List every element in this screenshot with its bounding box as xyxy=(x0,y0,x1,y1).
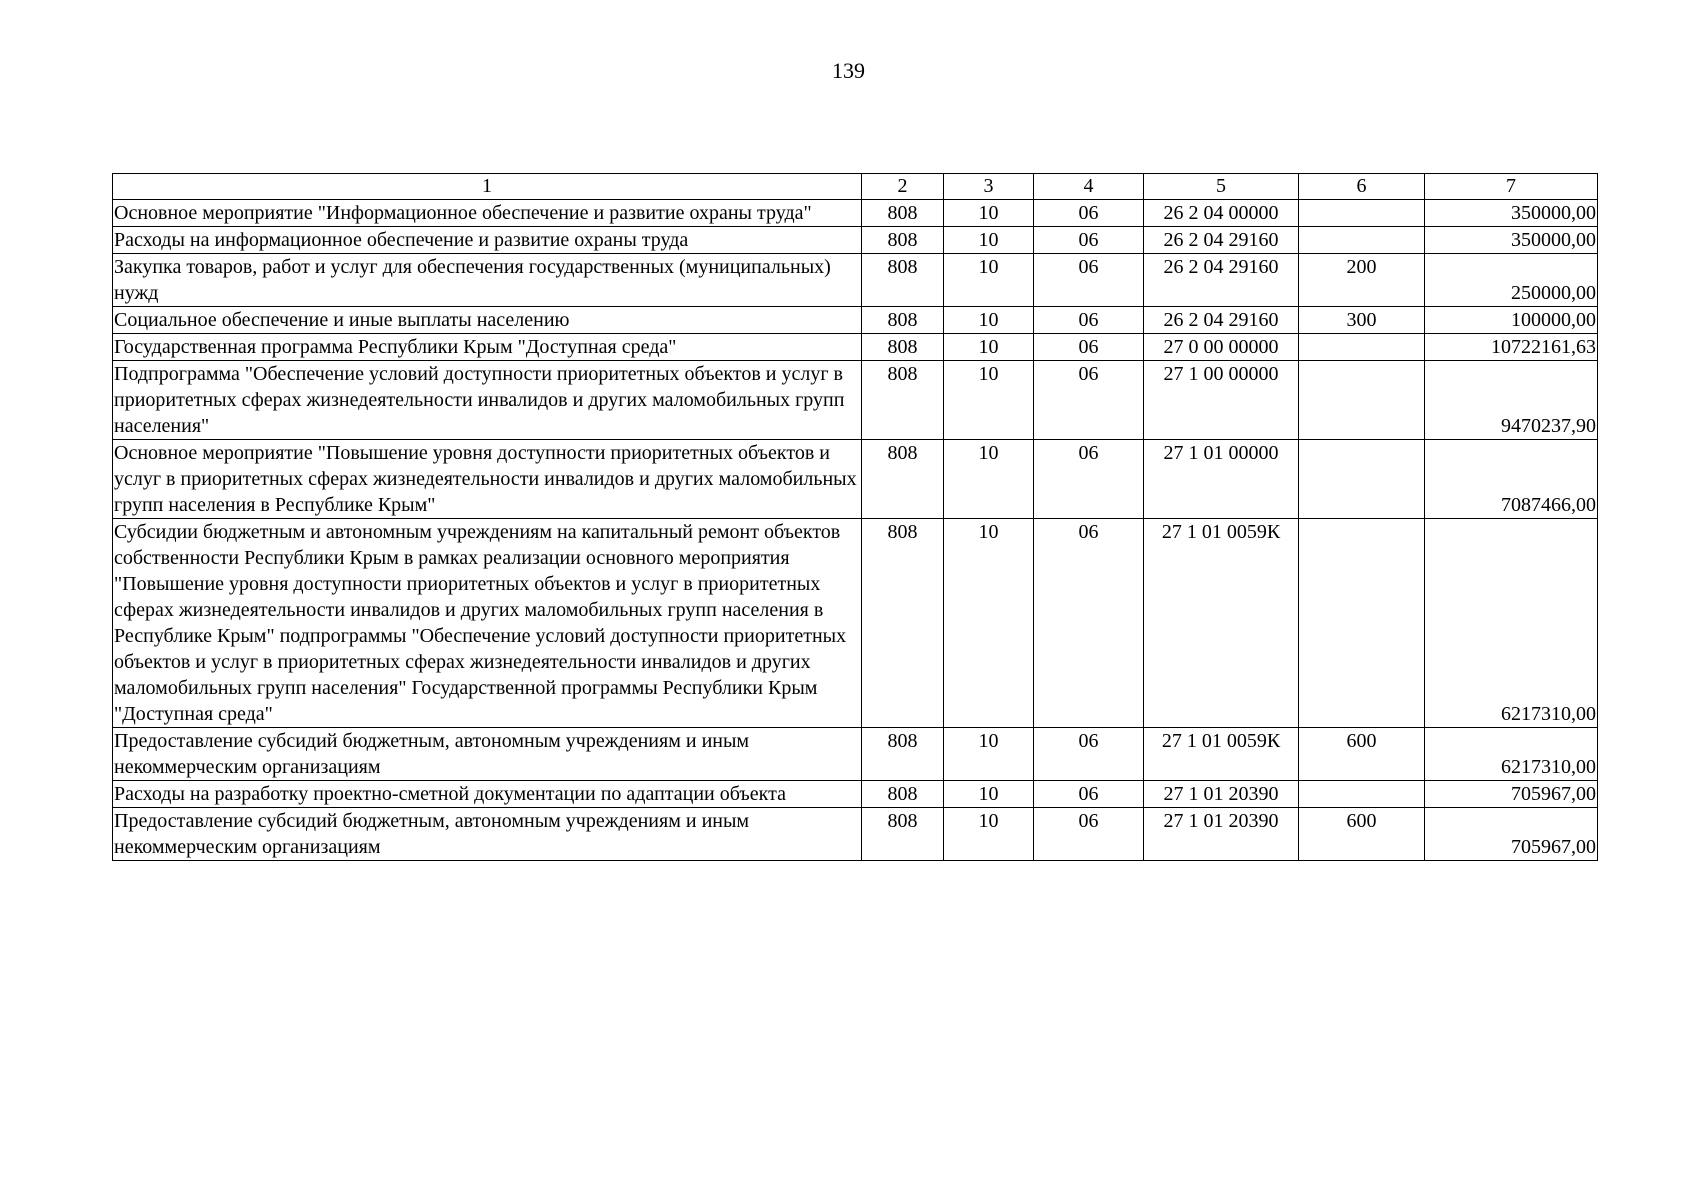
table-row xyxy=(113,728,1598,781)
page-number: 139 xyxy=(832,58,865,83)
row-ministry-cell: 808 xyxy=(862,227,944,254)
header-col-2: 2 xyxy=(862,174,944,200)
row-amount-cell: 705967,00 xyxy=(1425,808,1598,861)
table-row xyxy=(113,227,1598,254)
row-section-cell: 10 xyxy=(944,519,1034,728)
row-name-cell: Предоставление субсидий бюджетным, автономным учреждениям и иным некоммерческим организациям xyxy=(113,728,862,781)
row-name-cell: Субсидии бюджетным и автономным учреждениям на капитальный ремонт объектов собственности Республики Крым в рамках реализации основного мероприятия "Повышение уровня доступности приоритетных объектов и услуг в приоритетных сферах жизнедеятельности инвалидов и других маломобильных групп населения в Республике Крым" подпрограммы "Обеспечение условий доступности приоритетных объектов и услуг в приоритетных сферах жизнедеятельности инвалидов и других маломобильных групп населения" Государственной программы Республики Крым "Доступная среда" xyxy=(113,519,862,728)
row-amount-cell: 705967,00 xyxy=(1425,781,1598,808)
row-ministry-cell: 808 xyxy=(862,519,944,728)
table-header-row xyxy=(113,174,1598,200)
row-expense-type-cell xyxy=(1299,440,1425,519)
row-expense-type-cell xyxy=(1299,781,1425,808)
header-col-6: 6 xyxy=(1299,174,1425,200)
header-col-7: 7 xyxy=(1425,174,1598,200)
row-target-article-cell: 27 0 00 00000 xyxy=(1144,334,1299,361)
table-row xyxy=(113,334,1598,361)
header-col-1: 1 xyxy=(113,174,862,200)
header-col-3: 3 xyxy=(944,174,1034,200)
row-section-cell: 10 xyxy=(944,227,1034,254)
row-subsection-cell: 06 xyxy=(1034,440,1144,519)
table-row xyxy=(113,808,1598,861)
row-ministry-cell: 808 xyxy=(862,728,944,781)
row-section-cell: 10 xyxy=(944,334,1034,361)
row-name-cell: Государственная программа Республики Крым "Доступная среда" xyxy=(113,334,862,361)
row-name-cell: Подпрограмма "Обеспечение условий доступности приоритетных объектов и услуг в приоритетных сферах жизнедеятельности инвалидов и других маломобильных групп населения" xyxy=(113,361,862,440)
budget-table xyxy=(112,173,1598,861)
row-section-cell: 10 xyxy=(944,440,1034,519)
row-expense-type-cell: 300 xyxy=(1299,307,1425,334)
table-row xyxy=(113,519,1598,728)
row-name-cell: Основное мероприятие "Информационное обеспечение и развитие охраны труда" xyxy=(113,200,862,227)
row-amount-cell: 9470237,90 xyxy=(1425,361,1598,440)
row-subsection-cell: 06 xyxy=(1034,227,1144,254)
row-amount-cell: 100000,00 xyxy=(1425,307,1598,334)
row-target-article-cell: 26 2 04 29160 xyxy=(1144,307,1299,334)
row-target-article-cell: 26 2 04 29160 xyxy=(1144,227,1299,254)
row-target-article-cell: 26 2 04 29160 xyxy=(1144,254,1299,307)
row-name-cell: Предоставление субсидий бюджетным, автономным учреждениям и иным некоммерческим организациям xyxy=(113,808,862,861)
row-subsection-cell: 06 xyxy=(1034,519,1144,728)
row-target-article-cell: 27 1 00 00000 xyxy=(1144,361,1299,440)
row-section-cell: 10 xyxy=(944,361,1034,440)
row-amount-cell: 10722161,63 xyxy=(1425,334,1598,361)
row-target-article-cell: 26 2 04 00000 xyxy=(1144,200,1299,227)
row-amount-cell: 350000,00 xyxy=(1425,200,1598,227)
row-ministry-cell: 808 xyxy=(862,254,944,307)
row-expense-type-cell xyxy=(1299,200,1425,227)
row-subsection-cell: 06 xyxy=(1034,334,1144,361)
row-subsection-cell: 06 xyxy=(1034,808,1144,861)
row-ministry-cell: 808 xyxy=(862,781,944,808)
row-target-article-cell: 27 1 01 20390 xyxy=(1144,808,1299,861)
row-target-article-cell: 27 1 01 0059К xyxy=(1144,728,1299,781)
row-ministry-cell: 808 xyxy=(862,440,944,519)
row-subsection-cell: 06 xyxy=(1034,307,1144,334)
row-expense-type-cell xyxy=(1299,519,1425,728)
table-row xyxy=(113,361,1598,440)
row-expense-type-cell xyxy=(1299,227,1425,254)
header-col-5: 5 xyxy=(1144,174,1299,200)
row-subsection-cell: 06 xyxy=(1034,361,1144,440)
row-target-article-cell: 27 1 01 20390 xyxy=(1144,781,1299,808)
row-expense-type-cell: 600 xyxy=(1299,808,1425,861)
table-row xyxy=(113,781,1598,808)
row-name-cell: Расходы на разработку проектно-сметной документации по адаптации объекта xyxy=(113,781,862,808)
row-section-cell: 10 xyxy=(944,200,1034,227)
row-section-cell: 10 xyxy=(944,808,1034,861)
row-subsection-cell: 06 xyxy=(1034,254,1144,307)
row-target-article-cell: 27 1 01 0059К xyxy=(1144,519,1299,728)
row-ministry-cell: 808 xyxy=(862,200,944,227)
header-col-4: 4 xyxy=(1034,174,1144,200)
table-row xyxy=(113,440,1598,519)
row-ministry-cell: 808 xyxy=(862,307,944,334)
row-name-cell: Основное мероприятие "Повышение уровня доступности приоритетных объектов и услуг в приоритетных сферах жизнедеятельности инвалидов и других маломобильных групп населения в Республике Крым" xyxy=(113,440,862,519)
row-ministry-cell: 808 xyxy=(862,361,944,440)
row-name-cell: Расходы на информационное обеспечение и развитие охраны труда xyxy=(113,227,862,254)
table-row xyxy=(113,200,1598,227)
row-amount-cell: 7087466,00 xyxy=(1425,440,1598,519)
row-expense-type-cell: 200 xyxy=(1299,254,1425,307)
row-amount-cell: 250000,00 xyxy=(1425,254,1598,307)
row-section-cell: 10 xyxy=(944,254,1034,307)
row-amount-cell: 350000,00 xyxy=(1425,227,1598,254)
row-section-cell: 10 xyxy=(944,307,1034,334)
row-expense-type-cell xyxy=(1299,361,1425,440)
row-expense-type-cell: 600 xyxy=(1299,728,1425,781)
row-section-cell: 10 xyxy=(944,728,1034,781)
table-row xyxy=(113,307,1598,334)
row-amount-cell: 6217310,00 xyxy=(1425,728,1598,781)
row-subsection-cell: 06 xyxy=(1034,781,1144,808)
row-ministry-cell: 808 xyxy=(862,334,944,361)
row-section-cell: 10 xyxy=(944,781,1034,808)
row-ministry-cell: 808 xyxy=(862,808,944,861)
row-expense-type-cell xyxy=(1299,334,1425,361)
table-row xyxy=(113,254,1598,307)
row-name-cell: Социальное обеспечение и иные выплаты населению xyxy=(113,307,862,334)
row-subsection-cell: 06 xyxy=(1034,728,1144,781)
row-amount-cell: 6217310,00 xyxy=(1425,519,1598,728)
row-subsection-cell: 06 xyxy=(1034,200,1144,227)
row-target-article-cell: 27 1 01 00000 xyxy=(1144,440,1299,519)
row-name-cell: Закупка товаров, работ и услуг для обеспечения государственных (муниципальных) нужд xyxy=(113,254,862,307)
